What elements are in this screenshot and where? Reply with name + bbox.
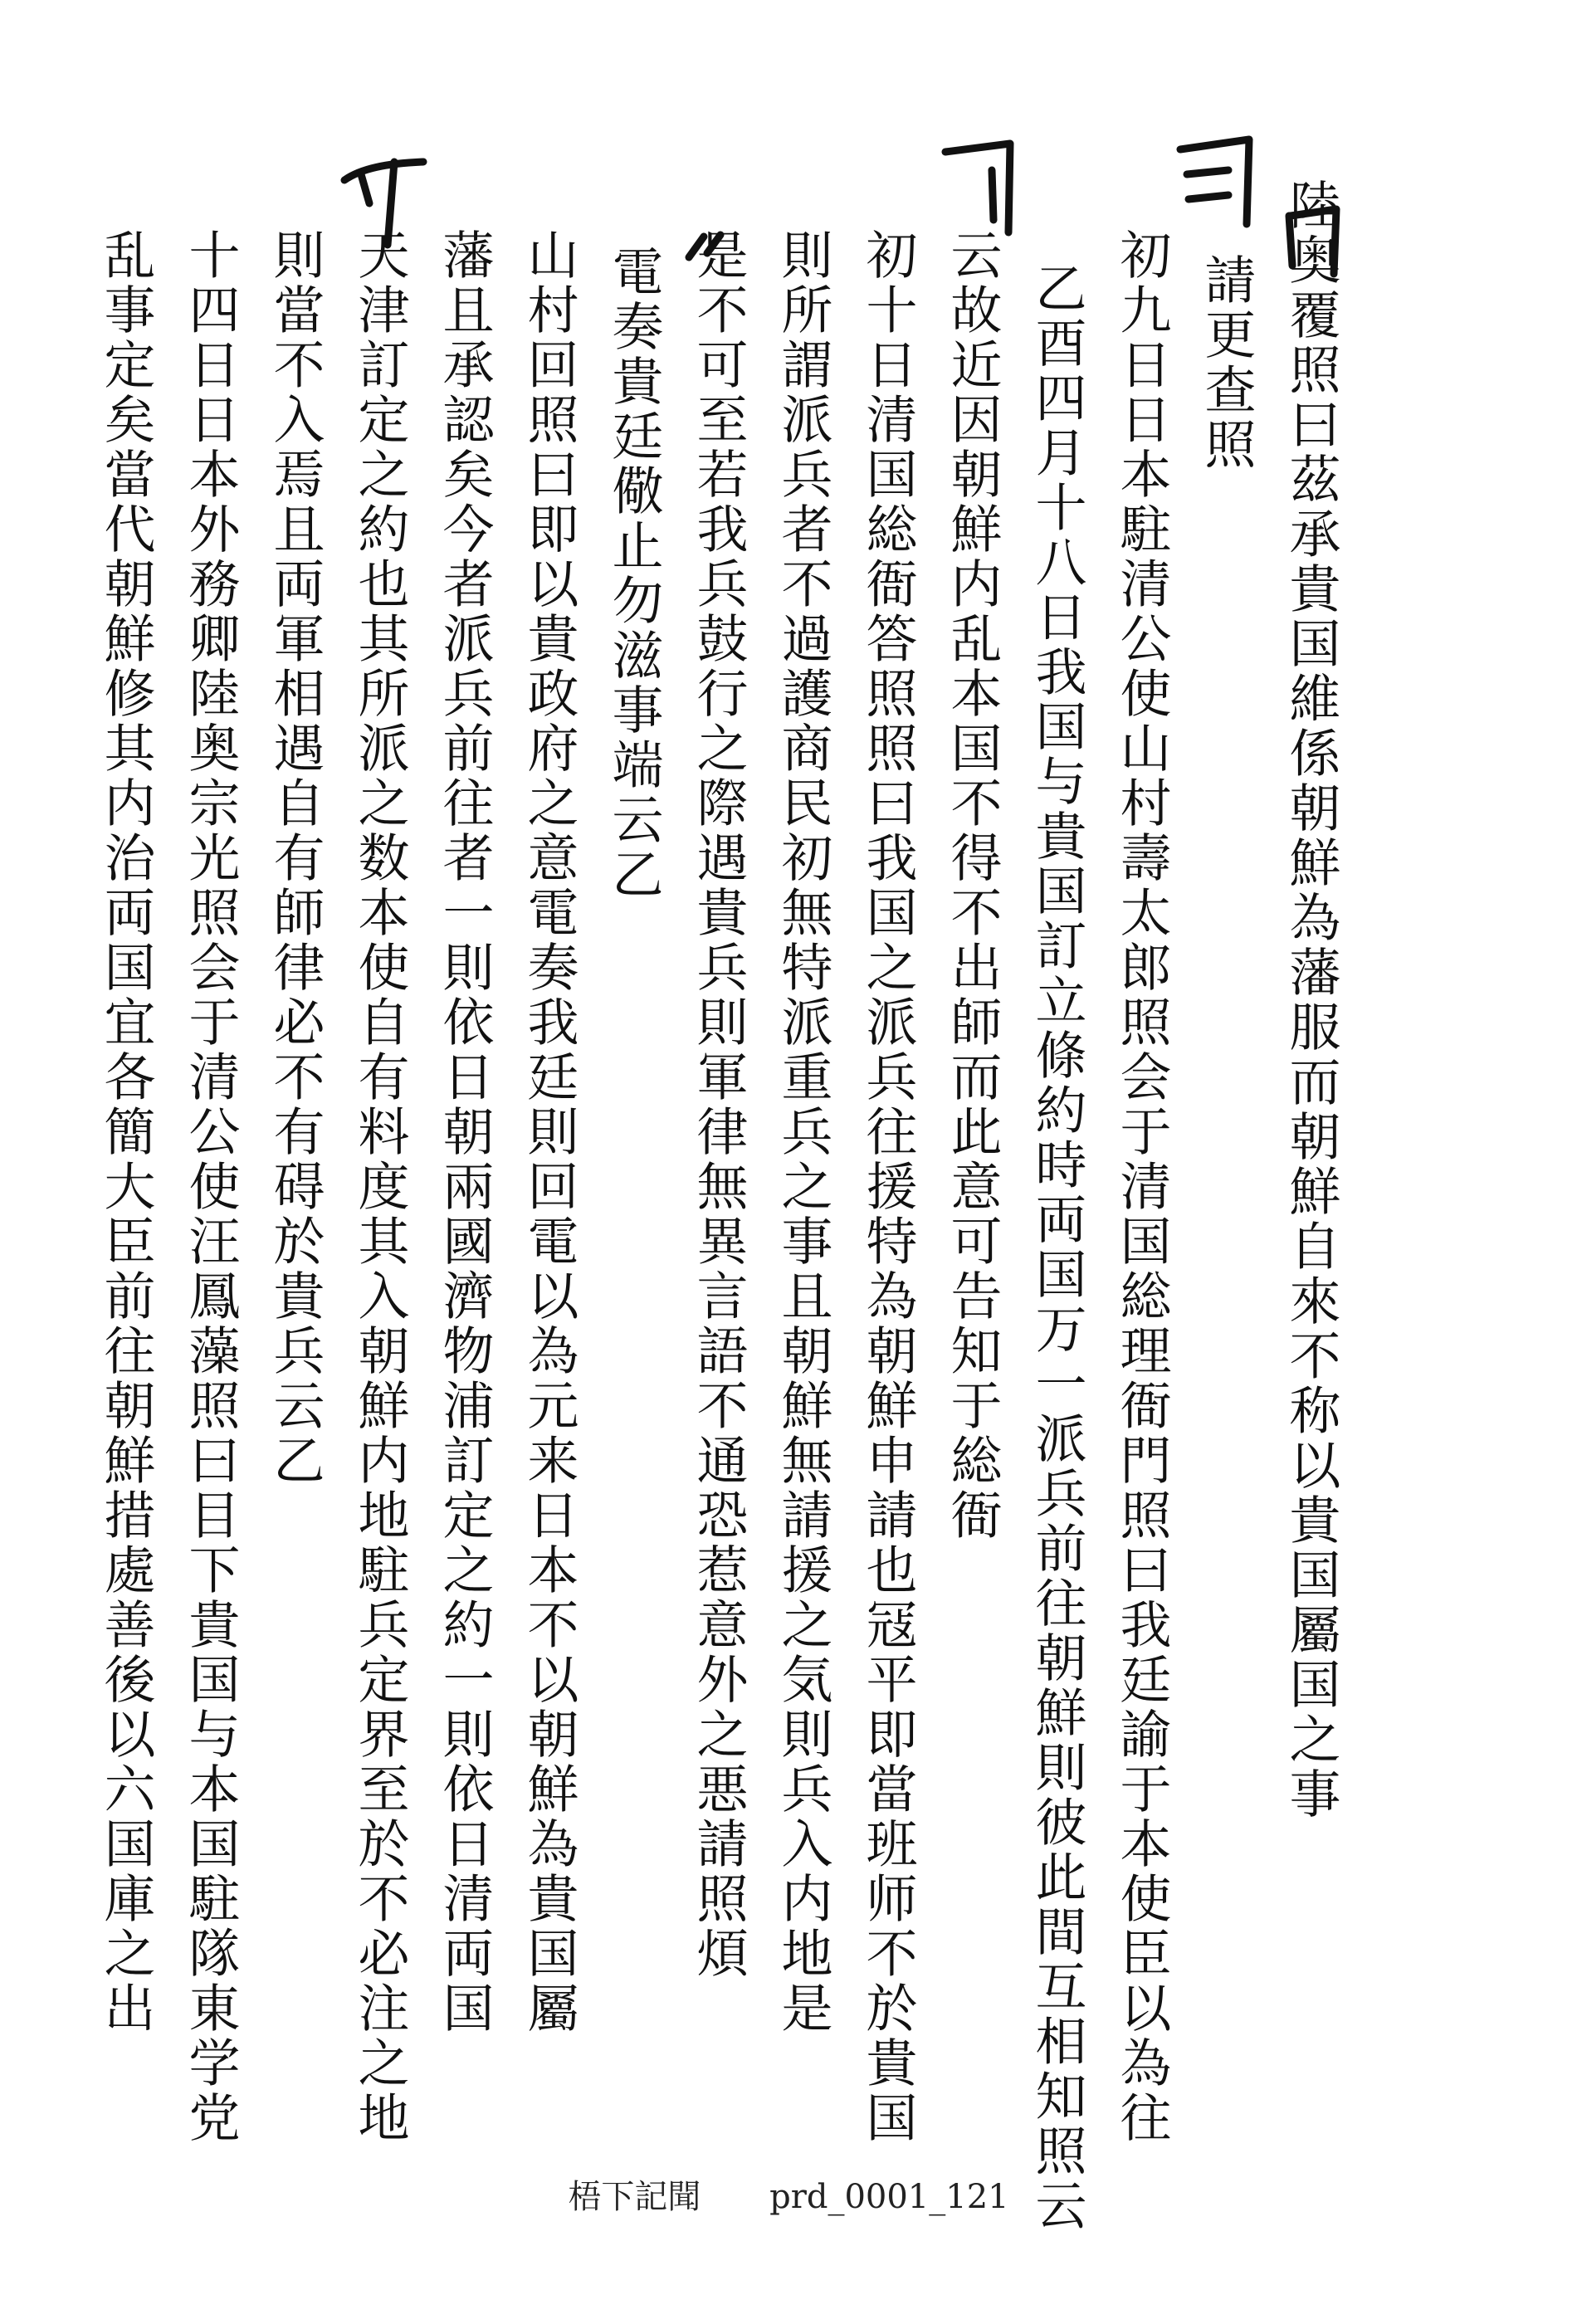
text-column: 乱事定矣當代朝鮮修其内治両国宜各簡大臣前往朝鮮措處善後以六国庫之出 bbox=[95, 228, 156, 2036]
text-column: 陸奥覆照曰茲承貴国維係朝鮮為藩服而朝鮮自來不称以貴国屬国之事 bbox=[1281, 178, 1341, 1822]
bracket-mark bbox=[1282, 199, 1349, 299]
bracket-mark bbox=[1170, 124, 1262, 241]
text-column: 請更查照 bbox=[1196, 253, 1257, 472]
page-footer bbox=[0, 2170, 1577, 2218]
page-identifier: prd_0001_121 bbox=[769, 2178, 1009, 2216]
text-column: 電奏貴廷儆止勿滋事端云乙 bbox=[603, 245, 664, 902]
text-column: 乙酉四月十八日我国与貴国訂立條約時両国万一派兵前往朝鮮則彼此間互相知照云 bbox=[1027, 261, 1087, 2234]
bracket-mark bbox=[336, 145, 436, 261]
bracket-mark bbox=[934, 129, 1025, 253]
text-column: 初十日清国総衙答照照曰我国之派兵往援特為朝鮮申請也冦平即當班师不於貴国 bbox=[857, 228, 918, 2146]
text-column: 藩且承認矣今者派兵前往者一則依日朝兩國濟物浦訂定之約一則依日清両国 bbox=[434, 228, 495, 2036]
bracket-mark bbox=[681, 228, 730, 270]
text-column: 則當不入焉且両軍相遇自有師律必不有碍於貴兵云乙 bbox=[265, 228, 325, 1488]
text-column: 初九日日本駐清公使山村壽太郎照会于清国総理衙門照曰我廷諭于本使臣以為往 bbox=[1111, 228, 1172, 2146]
text-column: 則所謂派兵者不過護商民初無特派重兵之事且朝鮮無請援之気則兵入内地是 bbox=[773, 228, 833, 2036]
text-column: 十四日日本外務卿陸奥宗光照会于清公使汪鳳藻照曰目下貴国与本国駐隊東学党 bbox=[180, 228, 241, 2146]
text-column: 山村回照曰即以貴政府之意電奏我廷則回電以為元来日本不以朝鮮為貴国屬 bbox=[519, 228, 579, 2036]
text-column: 云故近因朝鮮内乱本国不得不出師而此意可告知于総衙 bbox=[942, 228, 1003, 1543]
document-title: 梧下記聞 bbox=[568, 2178, 701, 2216]
text-column: 天津訂定之約也其所派之数本使自有料度其入朝鮮内地駐兵定界至於不必注之地 bbox=[349, 228, 410, 2146]
text-column: 是不可至若我兵鼓行之際遇貴兵則軍律無異言語不通恐惹意外之悪請照煩 bbox=[688, 228, 749, 1981]
